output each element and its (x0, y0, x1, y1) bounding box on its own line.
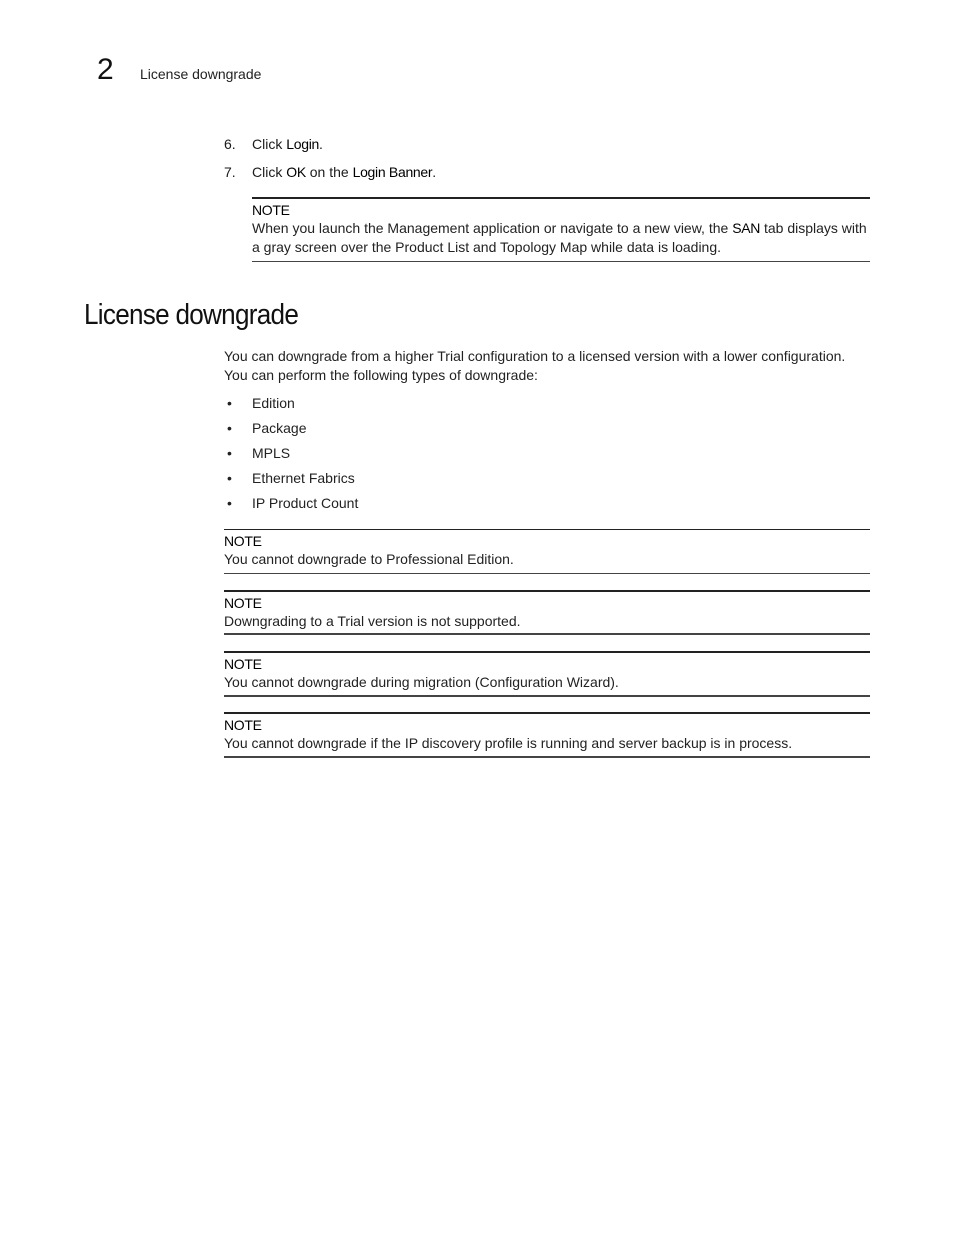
list-item-text: Edition (252, 395, 295, 411)
step-number: 6. (224, 136, 236, 152)
note-text: You cannot downgrade during migration (Configuration Wizard). (224, 674, 619, 690)
note-label: NOTE (224, 717, 262, 733)
list-item-text: MPLS (252, 445, 291, 461)
note-box-professional (224, 529, 870, 574)
note-box-backup (224, 712, 870, 758)
note-box-loading (252, 197, 870, 262)
list-item-text: Package (252, 420, 307, 436)
ui-term-login: Login (286, 136, 319, 152)
step-text (252, 135, 323, 153)
list-item-text: IP Product Count (252, 495, 359, 511)
step-6 (224, 135, 870, 163)
section-intro: You can downgrade from a higher Trial configuration to a licensed version with a lower configuration. You can perform the following types of downgrade: (224, 348, 846, 383)
step-suffix: . (432, 164, 437, 180)
ui-term-san: SAN (732, 220, 761, 236)
step-7 (224, 163, 870, 191)
bullet-icon: • (227, 470, 232, 486)
bullet-icon: • (227, 420, 232, 436)
bullet-icon: • (227, 395, 232, 411)
step-number: 7. (224, 164, 236, 180)
note-box-trial (224, 590, 870, 635)
note-label: NOTE (224, 595, 262, 611)
ui-term-login-banner: Login Banner (352, 164, 433, 180)
step-suffix: . (319, 136, 323, 152)
bullet-icon: • (227, 495, 232, 511)
note-text: You cannot downgrade to Professional Edition. (224, 551, 514, 567)
chapter-number: 2 (97, 53, 114, 86)
note-text-after: tab displays with a gray screen over the Product List and Topology Map while data is loading. (252, 220, 867, 255)
step-prefix: Click (252, 136, 287, 152)
step-prefix: Click (252, 164, 287, 180)
step-middle: on the (305, 164, 353, 180)
note-text: Downgrading to a Trial version is not supported. (224, 613, 521, 629)
note-text-before: When you launch the Management application or navigate to a new view, the (252, 220, 733, 236)
note-label: NOTE (252, 202, 290, 218)
list-item-text: Ethernet Fabrics (252, 470, 355, 486)
ui-term-ok: OK (286, 164, 306, 180)
note-label: NOTE (224, 656, 262, 672)
section-title: License downgrade (84, 299, 299, 331)
bullet-icon: • (227, 445, 232, 461)
running-header-title: License downgrade (140, 66, 262, 82)
step-text (252, 163, 436, 181)
note-box-migration (224, 651, 870, 697)
note-label: NOTE (224, 533, 262, 549)
procedure-steps (224, 135, 870, 191)
note-text: You cannot downgrade if the IP discovery profile is running and server backup is in process. (224, 735, 793, 751)
note-text (252, 219, 870, 257)
